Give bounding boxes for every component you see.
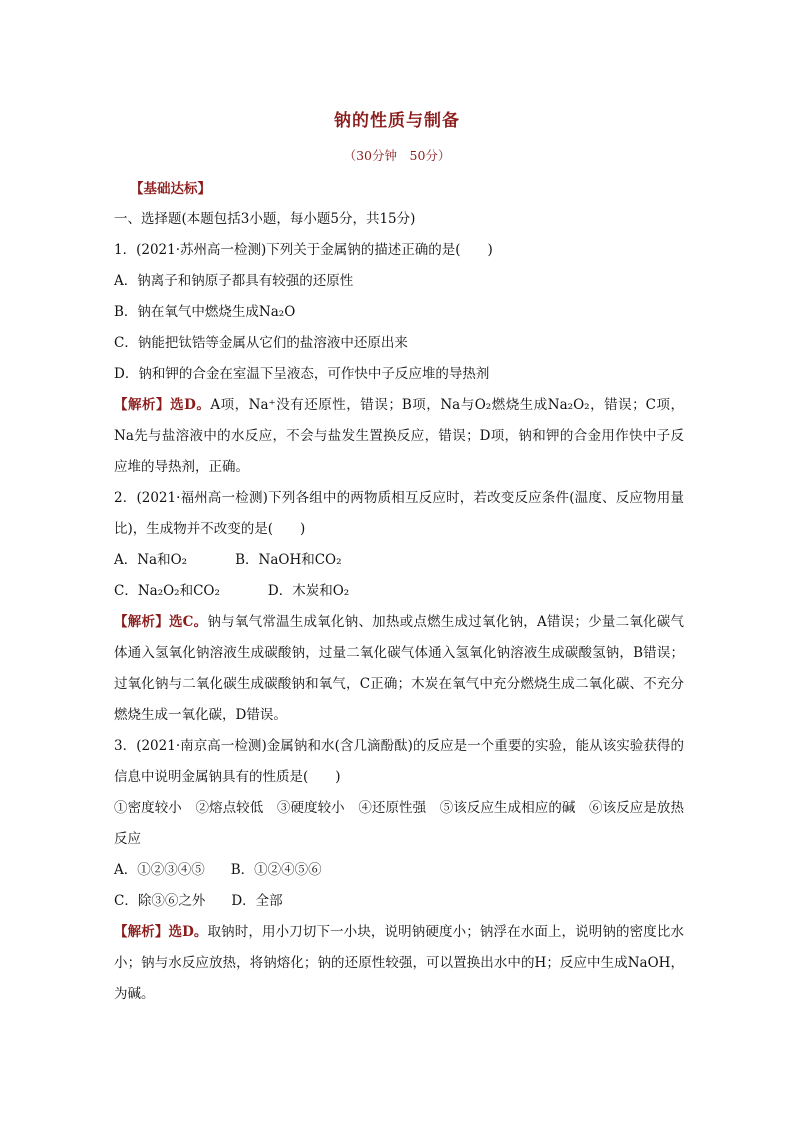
question-3-properties: ①密度较小 ②熔点较低 ③硬度较小 ④还原性强 ⑤该反应生成相应的碱 ⑥该反应是放热反应 [114, 800, 684, 847]
question-2-option-c: C．Na₂O₂和CO₂ [114, 583, 220, 599]
section-label: 【基础达标】 [130, 181, 211, 197]
question-2-options-row-1 [114, 545, 684, 576]
exercise-content [114, 204, 684, 1010]
question-3-option-c: C．除③⑥之外 [114, 893, 206, 909]
question-1-option-a: A．钠离子和钠原子都具有较强的还原性 [114, 273, 354, 289]
question-3-analysis [114, 917, 684, 1010]
analysis-text: A项，Na⁺没有还原性，错误；B项，Na与O₂燃烧生成Na₂O₂，错误；C项，Na先与盐溶液中的水反应，不会与盐发生置换反应，错误；D项，钠和钾的合金用作快中子反应堆的导热剂，正确。 [114, 397, 685, 475]
analysis-tag: 【解析】 [114, 614, 169, 630]
answer-label: 选D。 [170, 397, 211, 413]
question-2-options-row-2 [114, 576, 684, 607]
question-3-option-b: B．①②④⑤⑥ [230, 862, 322, 878]
question-3-stem: 3．(2021·南京高一检测)金属钠和水(含几滴酚酞)的反应是一个重要的实验，能从该实验获得的信息中说明金属钠具有的性质是( ) [114, 738, 684, 785]
question-2-option-d: D．木炭和O₂ [267, 583, 350, 599]
question-1-option-c: C．钠能把钛锆等金属从它们的盐溶液中还原出来 [114, 335, 408, 351]
page-title: 钠的性质与制备 [334, 111, 460, 131]
question-1-option-b: B．钠在氧气中燃烧生成Na₂O [114, 304, 296, 320]
question-3-option-a: A．①②③④⑤ [114, 862, 205, 878]
part-heading: 一、选择题(本题包括3小题，每小题5分，共15分) [114, 211, 416, 227]
analysis-tag: 【解析】 [114, 397, 171, 413]
question-2-stem: 2．(2021·福州高一检测)下列各组中的两物质相互反应时，若改变反应条件(温度、反应物用量比)，生成物并不改变的是( ) [114, 490, 684, 537]
question-1-option-d: D．钠和钾的合金在室温下呈液态，可作快中子反应堆的导热剂 [114, 366, 490, 382]
analysis-tag: 【解析】 [114, 924, 169, 940]
page-subtitle: （30分钟 50分） [343, 148, 451, 163]
question-3-options-row-1 [114, 855, 684, 886]
analysis-text: 取钠时，用小刀切下一小块，说明钠硬度小；钠浮在水面上，说明钠的密度比水小；钠与水反应放热，将钠熔化；钠的还原性较强，可以置换出水中的H；反应中生成NaOH，为碱。 [114, 924, 684, 1002]
question-2-analysis [114, 607, 684, 731]
question-3-option-d: D．全部 [231, 893, 283, 909]
answer-label: 选D。 [168, 924, 208, 940]
analysis-text: 钠与氧气常温生成氧化钠、加热或点燃生成过氧化钠，A错误；少量二氧化碳气体通入氢氧化钠溶液生成碳酸钠，过量二氧化碳气体通入氢氧化钠溶液生成碳酸氢钠，B错误；过氧化钠与二氧化碳生成碳酸钠和氧气，C正确；木炭在氧气中充分燃烧生成二氧化碳、不充分燃烧生成一氧化碳，D错误。 [114, 614, 685, 723]
question-1-analysis [114, 390, 684, 483]
answer-label: 选C。 [168, 614, 208, 630]
question-3-options-row-2 [114, 886, 684, 917]
question-2-option-b: B．NaOH和CO₂ [235, 552, 342, 568]
question-2-option-a: A．Na和O₂ [114, 552, 188, 568]
question-1-stem: 1．(2021·苏州高一检测)下列关于金属钠的描述正确的是( ) [114, 242, 493, 258]
